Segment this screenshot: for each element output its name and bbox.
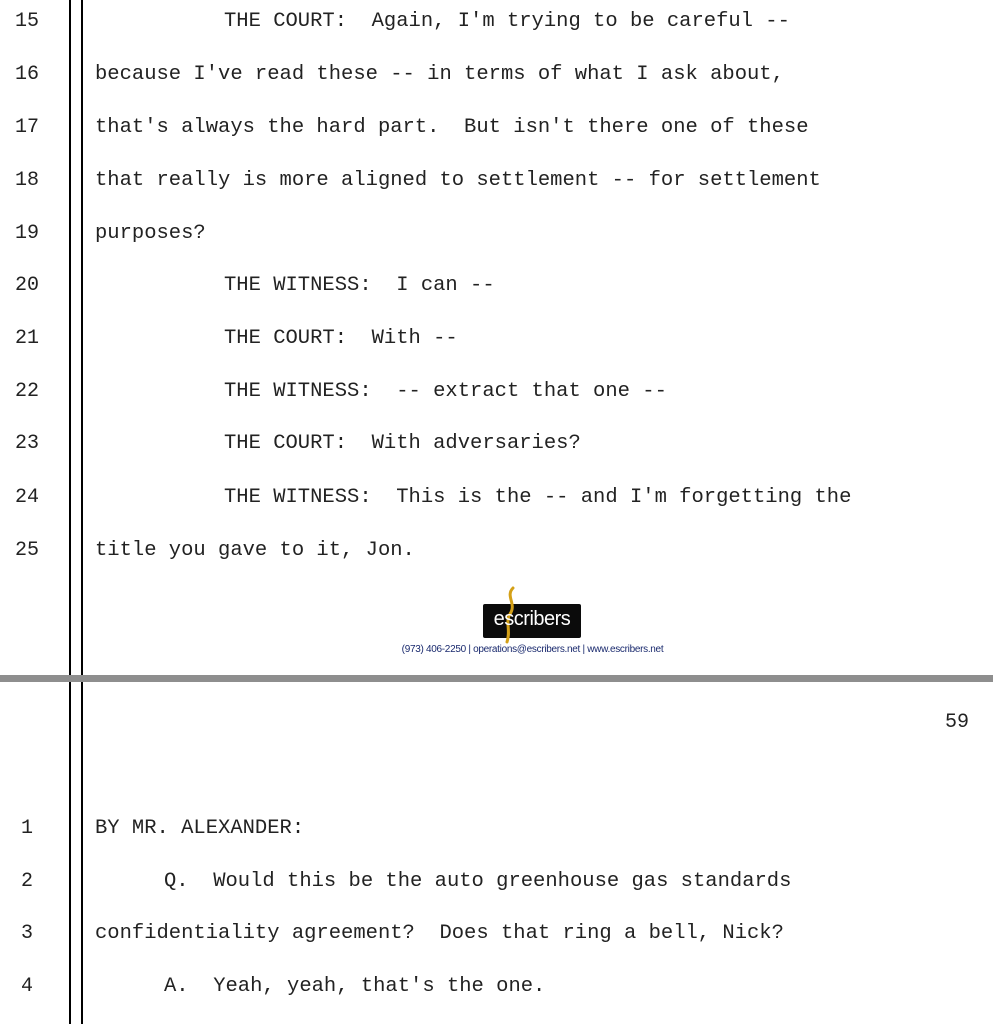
line-number: 2 bbox=[20, 870, 33, 893]
line-number: 20 bbox=[14, 274, 39, 297]
transcript-line: THE WITNESS: I can -- bbox=[224, 274, 495, 297]
line-number: 23 bbox=[14, 432, 39, 455]
transcript-line: that's always the hard part. But isn't there one of these bbox=[95, 116, 809, 139]
transcript-line: BY MR. ALEXANDER: bbox=[95, 817, 305, 840]
transcript-line: A. Yeah, yeah, that's the one. bbox=[164, 975, 546, 998]
line-number: 17 bbox=[14, 116, 39, 139]
line-number: 18 bbox=[14, 169, 39, 192]
transcript-line: THE COURT: With -- bbox=[224, 327, 458, 350]
line-number: 21 bbox=[14, 327, 39, 350]
transcript-line: that really is more aligned to settlement -- for settlement bbox=[95, 169, 821, 192]
transcript-line: THE COURT: Again, I'm trying to be careful -- bbox=[224, 10, 790, 33]
line-number: 25 bbox=[14, 539, 39, 562]
transcript-line: THE COURT: With adversaries? bbox=[224, 432, 581, 455]
line-number: 19 bbox=[14, 222, 39, 245]
transcript-line: title you gave to it, Jon. bbox=[95, 539, 415, 562]
transcript-line: THE WITNESS: This is the -- and I'm forgetting the bbox=[224, 486, 852, 509]
logo-text: escribers bbox=[493, 608, 571, 630]
margin-rule-right bbox=[81, 0, 83, 1024]
line-number: 16 bbox=[14, 63, 39, 86]
line-number: 15 bbox=[14, 10, 39, 33]
margin-rule-left bbox=[69, 0, 71, 1024]
line-number: 1 bbox=[20, 817, 33, 840]
page-divider bbox=[0, 675, 993, 682]
line-number: 22 bbox=[14, 380, 39, 403]
transcript-line: purposes? bbox=[95, 222, 206, 245]
transcript-line: Q. Would this be the auto greenhouse gas standards bbox=[164, 870, 792, 893]
line-number: 4 bbox=[20, 975, 33, 998]
page-number: 59 bbox=[944, 711, 969, 734]
line-number: 24 bbox=[14, 486, 39, 509]
footer-contact: (973) 406-2250 | operations@escribers.net | www.escribers.net bbox=[401, 644, 664, 655]
line-number: 3 bbox=[20, 922, 33, 945]
transcript-line: THE WITNESS: -- extract that one -- bbox=[224, 380, 667, 403]
transcript-line: because I've read these -- in terms of what I ask about, bbox=[95, 63, 784, 86]
transcript-line: confidentiality agreement? Does that ring a bell, Nick? bbox=[95, 922, 784, 945]
escribers-logo bbox=[483, 604, 581, 638]
